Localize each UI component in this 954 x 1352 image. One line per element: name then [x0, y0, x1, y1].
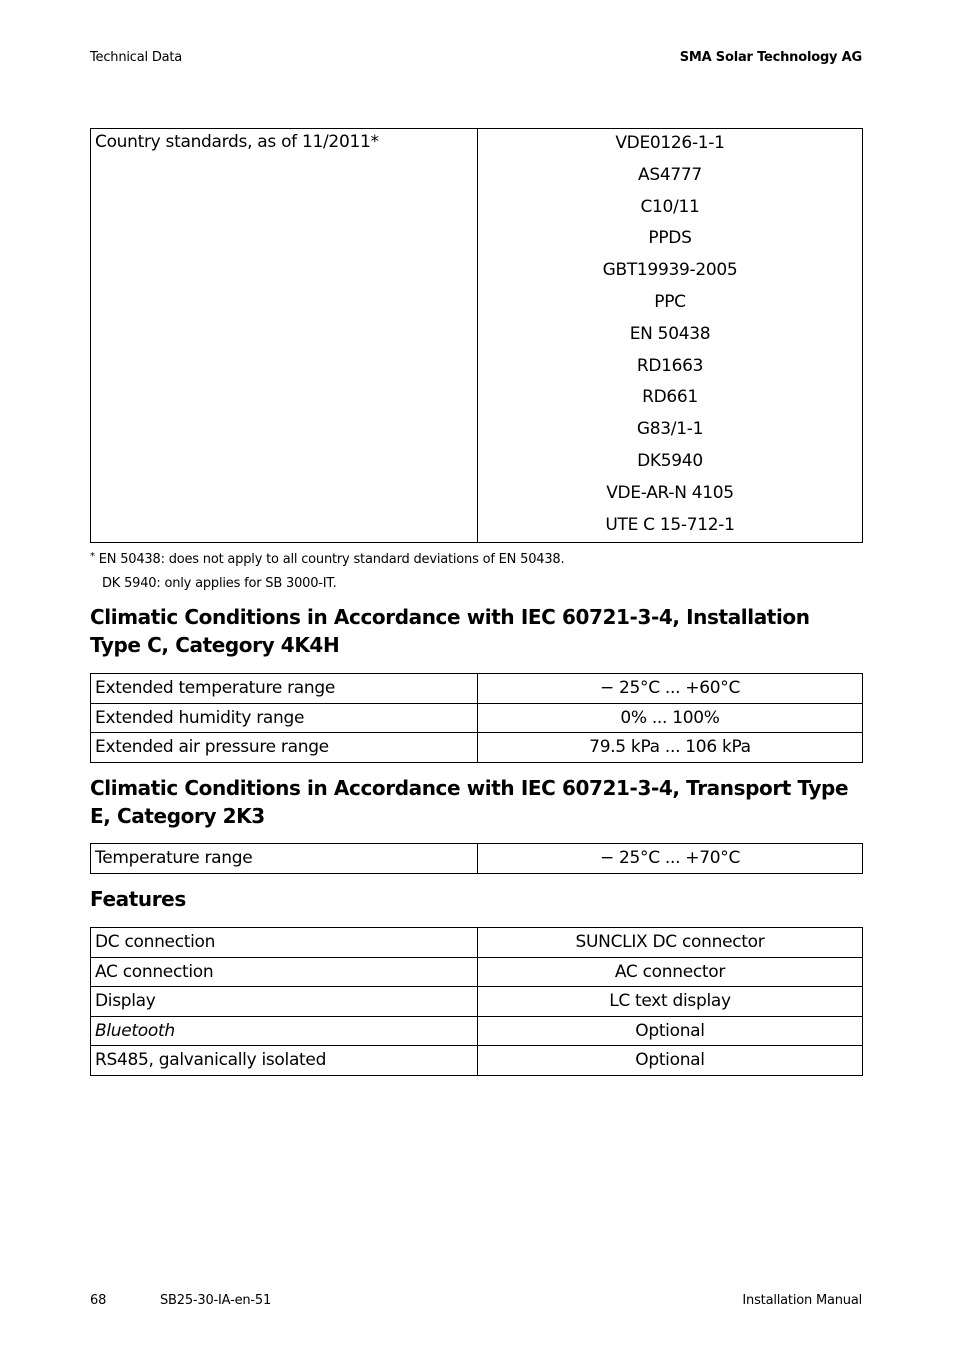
row-value: 79.5 kPa ... 106 kPa [478, 733, 863, 763]
table-row [91, 957, 863, 987]
row-value: 0% ... 100% [478, 703, 863, 733]
standard-item: PPC [654, 291, 686, 312]
standard-item: VDE-AR-N 4105 [606, 482, 734, 503]
row-label: Extended air pressure range [91, 733, 478, 763]
climatic-installation-heading: Climatic Conditions in Accordance with IEC 60721-3-4, Installation Type C, Category 4K4H [90, 605, 810, 657]
standard-item: DK5940 [637, 450, 703, 471]
row-label: Bluetooth [91, 1016, 478, 1046]
footer-page-number: 68 [90, 1293, 107, 1308]
row-value: Optional [478, 1046, 863, 1076]
standard-item: RD1663 [636, 355, 704, 376]
climatic-transport-table [90, 843, 863, 874]
table-row [91, 1046, 863, 1076]
standard-item: AS4777 [638, 164, 702, 185]
header-company-name: SMA Solar Technology AG [679, 50, 862, 65]
row-label: Extended temperature range [91, 674, 478, 704]
table-row [91, 703, 863, 733]
country-standards-values [478, 129, 863, 543]
table-row [91, 844, 863, 874]
standard-item: VDE0126-1-1 [615, 133, 725, 153]
row-label: Extended humidity range [91, 703, 478, 733]
row-value: Optional [478, 1016, 863, 1046]
footer-manual-title: Installation Manual [742, 1293, 862, 1308]
footnote-marker: * [90, 551, 95, 562]
country-standards-table [90, 128, 863, 543]
features-heading: Features [90, 887, 186, 911]
row-value: − 25°C ... +70°C [478, 844, 863, 874]
standard-item: UTE C 15-712-1 [605, 514, 735, 535]
standard-item: EN 50438 [629, 323, 711, 344]
row-value: AC connector [478, 957, 863, 987]
row-label: Temperature range [91, 844, 478, 874]
footnote-line-1 [90, 552, 564, 567]
row-value: LC text display [478, 987, 863, 1017]
row-label: DC connection [91, 928, 478, 958]
country-standards-label: Country standards, as of 11/2011* [91, 129, 478, 543]
table-row [91, 733, 863, 763]
table-row [91, 674, 863, 704]
row-label: AC connection [91, 957, 478, 987]
standard-item: PPDS [648, 228, 692, 249]
table-row [91, 1016, 863, 1046]
row-label: Display [91, 987, 478, 1017]
standard-item: C10/11 [640, 196, 700, 217]
standard-item: RD661 [642, 387, 698, 408]
row-value: SUNCLIX DC connector [478, 928, 863, 958]
climatic-transport-heading: Climatic Conditions in Accordance with IEC 60721-3-4, Transport Type E, Category 2K3 [90, 776, 849, 828]
table-row [91, 928, 863, 958]
climatic-installation-table [90, 673, 863, 763]
row-label: RS485, galvanically isolated [91, 1046, 478, 1076]
standard-item: GBT19939-2005 [602, 260, 738, 281]
features-table [90, 927, 863, 1076]
table-row [91, 129, 863, 543]
footnote-text-1: EN 50438: does not apply to all country standard deviations of EN 50438. [98, 552, 565, 567]
footer-document-code: SB25-30-IA-en-51 [160, 1293, 272, 1308]
footnote-line-2: DK 5940: only applies for SB 3000-IT. [102, 576, 337, 591]
row-value: − 25°C ... +60°C [478, 674, 863, 704]
table-row [91, 987, 863, 1017]
standard-item: G83/1-1 [636, 419, 704, 440]
header-section-title: Technical Data [90, 50, 183, 65]
